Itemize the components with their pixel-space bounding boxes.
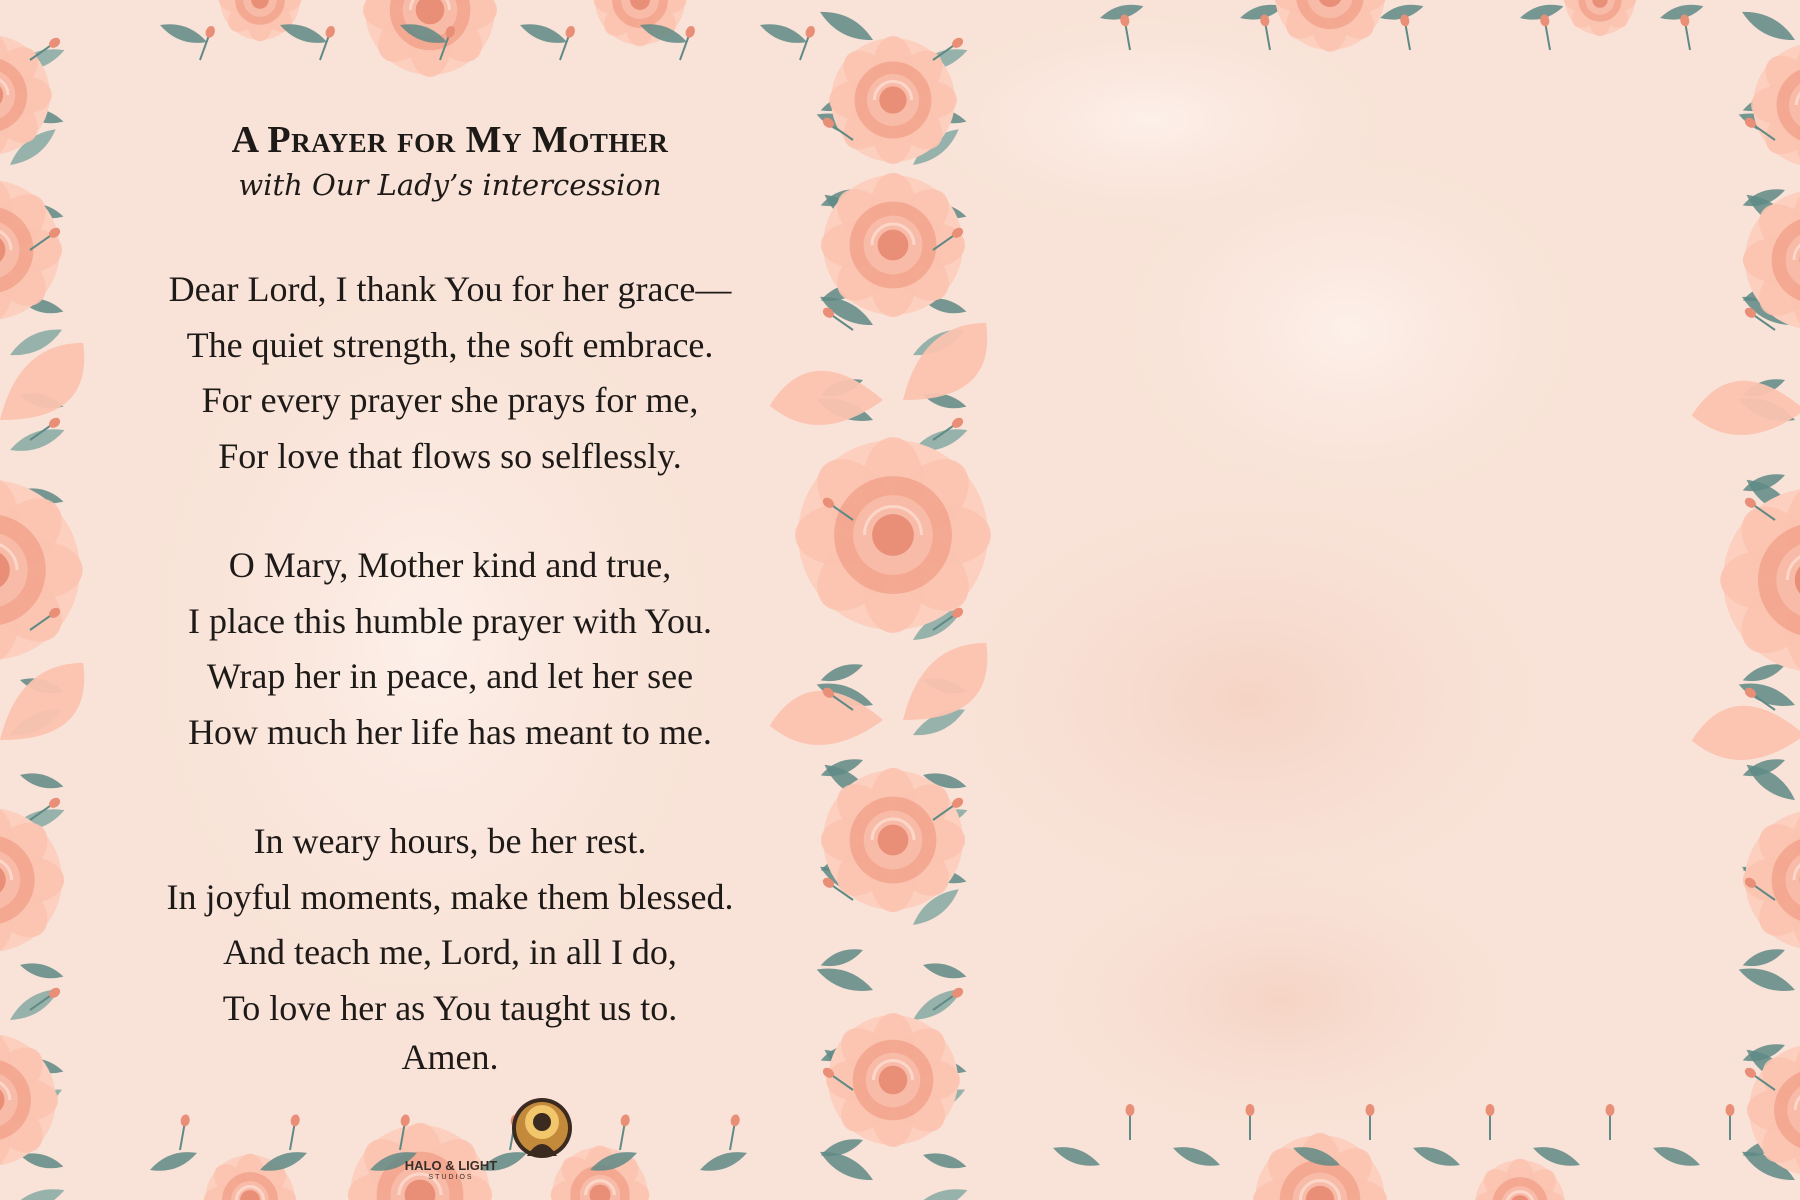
- stanza-1: [90, 262, 810, 484]
- rose: [821, 768, 965, 912]
- verse-line: In weary hours, be her rest.: [253, 821, 647, 861]
- prayer-panel: [90, 0, 810, 1200]
- closing-amen: Amen.: [401, 1037, 499, 1077]
- verse-line: I place this humble prayer with You.: [188, 600, 712, 641]
- verse-line: O Mary, Mother kind and true,: [228, 545, 672, 585]
- verse-line: The quiet strength, the soft embrace.: [186, 324, 714, 365]
- verse-line: For love that flows so selflessly.: [218, 435, 682, 476]
- page-subtitle: with Our Lady’s intercession: [238, 168, 662, 202]
- stanza-2: [90, 538, 810, 760]
- logo-name: HALO & LIGHT: [404, 1158, 498, 1173]
- verse-line: For every prayer she prays for me,: [201, 380, 699, 420]
- rose: [826, 1013, 960, 1147]
- logo-sub: STUDIOS: [428, 1174, 474, 1181]
- verse-line: In joyful moments, make them blessed.: [166, 876, 734, 917]
- verse-line: Dear Lord, I thank You for her grace—: [168, 269, 732, 309]
- stanza-3: [90, 814, 810, 1036]
- page-title: A Prayer for My Mother: [231, 119, 669, 161]
- verse-line: Wrap her in peace, and let her see: [206, 656, 694, 696]
- rose: [821, 173, 965, 317]
- verse-line: And teach me, Lord, in all I do,: [223, 932, 677, 972]
- rose: [829, 36, 957, 164]
- rose: [795, 437, 991, 633]
- verse-line: How much her life has meant to me.: [188, 711, 712, 752]
- verse-line: To love her as You taught us to.: [222, 987, 678, 1028]
